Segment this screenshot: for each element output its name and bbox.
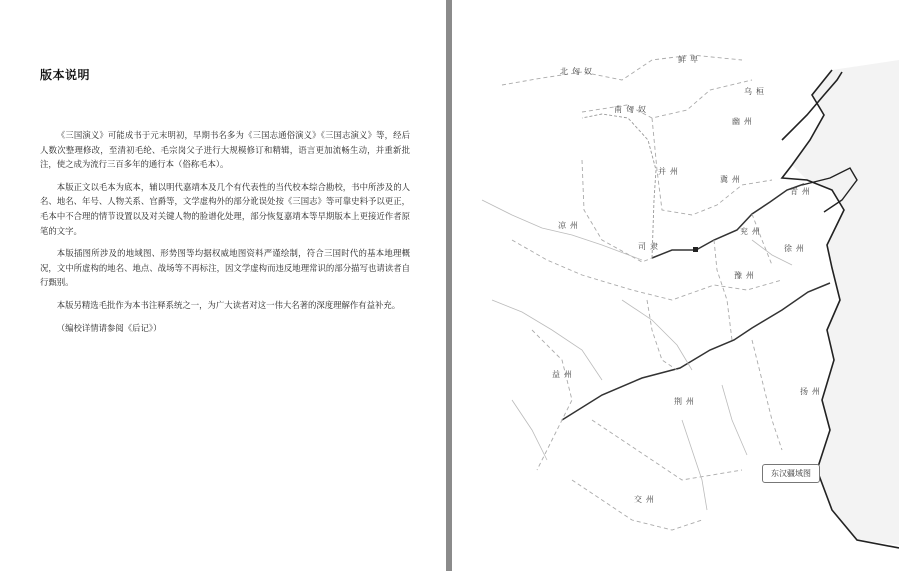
label-yangzhou: 扬州 bbox=[800, 387, 824, 396]
label-xianbei: 鲜卑 bbox=[678, 55, 702, 64]
label-youzhou: 幽州 bbox=[732, 117, 756, 126]
label-liangzhou: 凉州 bbox=[558, 221, 582, 230]
label-sili: 司隶 bbox=[638, 242, 662, 251]
body-text bbox=[40, 128, 410, 343]
paragraph-5: （编校详情请参阅《后记》） bbox=[56, 322, 162, 333]
paragraph-1: 《三国演义》可能成书于元末明初，早期书名多为《三国志通俗演义》《三国志演义》等，经后人数次整理修改，至清初毛纶、毛宗岗父子进行大规模修订和精辑，语言更加流畅生动，并重新批注，使之成为流行三百多年的通行本（俗称毛本）。 bbox=[40, 130, 410, 170]
label-bingzhou: 并州 bbox=[658, 167, 682, 176]
left-page bbox=[0, 0, 446, 571]
label-jingzhou: 荆州 bbox=[674, 397, 698, 406]
label-yizhou: 益州 bbox=[552, 370, 576, 379]
capital-marker bbox=[693, 247, 698, 252]
map-legend-box: 东汉疆域图 bbox=[762, 464, 820, 483]
paragraph-2: 本版正文以毛本为底本，辅以明代嘉靖本及几个有代表性的当代校本综合勘校，书中所涉及的人名、地名、年号、人物关系、官爵等，文学虚构外的部分讹误处按《三国志》等可靠史料予以更正，毛本中不合理的情节设置以及对关键人物的脸谱化处理，部分恢复嘉靖本等早期版本上更接近作者原笔的文字。 bbox=[40, 181, 410, 236]
paragraph-3: 本版插图所涉及的地域图、形势图等均据权威地图资料严谨绘制，符合三国时代的基本地理概况，文中所虚构的地名、地点、战场等不再标注，因文学虚构而违反地理常识的部分描写也请读者自行甄别。 bbox=[40, 248, 410, 288]
tributaries bbox=[482, 200, 792, 510]
label-xuzhou: 徐州 bbox=[784, 244, 808, 253]
label-nan-xiongnu: 南匈奴 bbox=[614, 105, 650, 114]
label-qingzhou: 青州 bbox=[790, 187, 814, 196]
label-yuzhou: 豫州 bbox=[734, 271, 758, 280]
paragraph-4: 本版另精选毛批作为本书注释系统之一，为广大读者对这一伟大名著的深度理解作有益补充。 bbox=[56, 299, 401, 310]
yellow-river bbox=[652, 184, 804, 258]
label-yanzhou: 兖州 bbox=[740, 227, 764, 236]
page-title: 版本说明 bbox=[40, 68, 91, 82]
eastern-han-map bbox=[452, 0, 899, 571]
label-wuhuan: 乌桓 bbox=[744, 87, 768, 96]
right-page-map bbox=[452, 0, 899, 571]
label-bei-xiongnu: 北匈奴 bbox=[560, 67, 596, 76]
label-jiaozhou: 交州 bbox=[634, 495, 658, 504]
label-jizhou: 冀州 bbox=[720, 175, 744, 184]
yellow-river-bend bbox=[582, 114, 656, 258]
